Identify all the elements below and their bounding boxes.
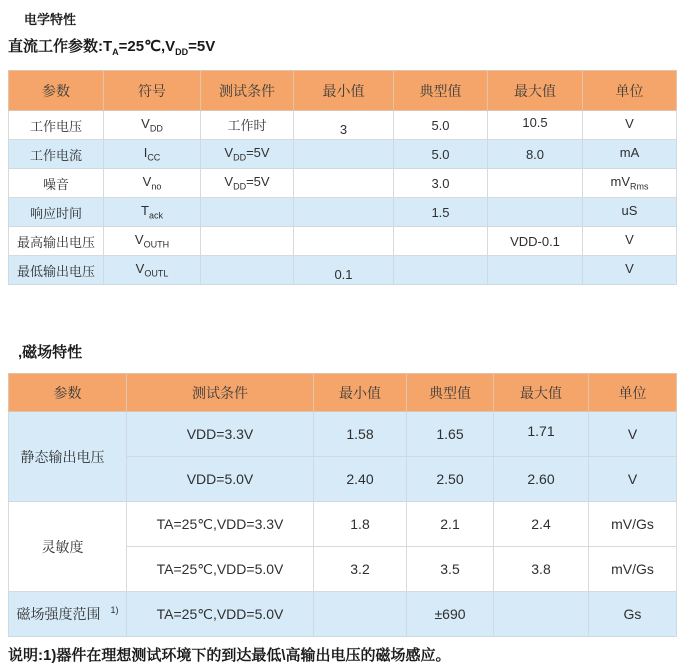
min-cell: 2.40 [314, 457, 407, 502]
param-cell: 响应时间 [9, 198, 104, 227]
subtitle-text: 直流工作参数:T [8, 38, 113, 55]
condition-cell: TA=25℃,VDD=5.0V [127, 592, 314, 637]
symbol-cell: $V_{OUTH}$ [104, 227, 201, 256]
condition-cell [201, 198, 294, 227]
footnote-ref: 1) [110, 605, 119, 616]
condition-cell: $V_{DD}=5V$ [201, 169, 294, 198]
max-cell: 10.5 [488, 111, 583, 140]
dc-operating-params-subtitle [8, 35, 215, 57]
param-cell: 噪音 [9, 169, 104, 198]
min-cell: 1.8 [314, 502, 407, 547]
t1-header-min: 最小值 [294, 71, 394, 111]
t1-header-max: 最大值 [488, 71, 583, 111]
unit-cell: V [583, 111, 677, 140]
t2-header-condition: 测试条件 [127, 374, 314, 412]
t1-row-noise [9, 169, 677, 198]
min-cell: 0.1 [294, 256, 394, 285]
t1-header-typ: 典型值 [394, 71, 488, 111]
max-cell [488, 198, 583, 227]
section-title-electrical: 电学特性 [24, 12, 77, 27]
unit-cell: uS [583, 198, 677, 227]
t2-header-min: 最小值 [314, 374, 407, 412]
typ-cell [394, 227, 488, 256]
subtitle-text: =5V [188, 38, 216, 55]
typ-cell: 5.0 [394, 111, 488, 140]
t1-header-unit: 单位 [583, 71, 677, 111]
t2-header-row [9, 374, 677, 412]
typ-cell: 5.0 [394, 140, 488, 169]
t1-row-operating-current [9, 140, 677, 169]
param-cell: 灵敏度 [9, 502, 127, 592]
condition-cell: VDD=5.0V [127, 457, 314, 502]
magnetic-characteristics-table [8, 373, 677, 637]
max-cell: 1.71 [494, 412, 589, 457]
unit-cell: Gs [589, 592, 677, 637]
unit-cell: V [589, 457, 677, 502]
t2-header-unit: 单位 [589, 374, 677, 412]
t1-row-max-output-voltage [9, 227, 677, 256]
condition-cell: TA=25℃,VDD=5.0V [127, 547, 314, 592]
typ-cell: 3.0 [394, 169, 488, 198]
electrical-characteristics-table [8, 70, 677, 285]
symbol-cell: $T_{ack}$ [104, 198, 201, 227]
min-cell: 3 [294, 111, 394, 140]
typ-cell: ±690 [407, 592, 494, 637]
unit-cell: mV/Gs [589, 502, 677, 547]
symbol-cell: $V_{no}$ [104, 169, 201, 198]
unit-cell: V [583, 227, 677, 256]
footnote: 说明:1)器件在理想测试环境下的到达最低\高输出电压的磁场感应。 [8, 647, 451, 664]
max-cell: VDD-0.1 [488, 227, 583, 256]
t1-row-response-time [9, 198, 677, 227]
max-cell [488, 169, 583, 198]
typ-cell: 2.1 [407, 502, 494, 547]
param-cell: 工作电压 [9, 111, 104, 140]
typ-cell: 3.5 [407, 547, 494, 592]
t1-header-symbol: 符号 [104, 71, 201, 111]
unit-cell: V [583, 256, 677, 285]
condition-cell: $V_{DD}=5V$ [201, 140, 294, 169]
unit-cell: $mV_{Rms}$ [583, 169, 677, 198]
t1-header-param: 参数 [9, 71, 104, 111]
max-cell [488, 256, 583, 285]
typ-cell: 1.5 [394, 198, 488, 227]
section-title-magnetic: ,磁场特性 [18, 344, 83, 361]
min-cell [314, 592, 407, 637]
param-cell: 工作电流 [9, 140, 104, 169]
t2-header-max: 最大值 [494, 374, 589, 412]
max-cell: 2.4 [494, 502, 589, 547]
min-cell: 1.58 [314, 412, 407, 457]
t2-header-param: 参数 [9, 374, 127, 412]
min-cell [294, 227, 394, 256]
subtitle-sub-dd: DD [175, 47, 189, 57]
t2-row-field-range [9, 592, 677, 637]
subtitle-sub-a: A [112, 47, 119, 57]
subtitle-text: =25℃,V [118, 38, 176, 55]
condition-cell: TA=25℃,VDD=3.3V [127, 502, 314, 547]
t2-row-sensitivity-33 [9, 502, 677, 547]
unit-cell: mV/Gs [589, 547, 677, 592]
min-cell [294, 198, 394, 227]
unit-cell: mA [583, 140, 677, 169]
param-cell: 静态输出电压 [9, 412, 127, 502]
t1-header-condition: 测试条件 [201, 71, 294, 111]
t2-header-typ: 典型值 [407, 374, 494, 412]
min-cell: 3.2 [314, 547, 407, 592]
max-cell: 2.60 [494, 457, 589, 502]
min-cell [294, 169, 394, 198]
symbol-cell: $V_{DD}$ [104, 111, 201, 140]
param-cell: 磁场强度范围 $^{1)}$ [9, 592, 127, 637]
condition-cell: 工作时 [201, 111, 294, 140]
t2-row-static-output-33 [9, 412, 677, 457]
t1-row-min-output-voltage [9, 256, 677, 285]
t1-header-row [9, 71, 677, 111]
max-cell: 3.8 [494, 547, 589, 592]
condition-cell: VDD=3.3V [127, 412, 314, 457]
condition-cell [201, 256, 294, 285]
param-cell: 最低输出电压 [9, 256, 104, 285]
typ-cell: 1.65 [407, 412, 494, 457]
min-cell [294, 140, 394, 169]
condition-cell [201, 227, 294, 256]
symbol-cell: $I_{CC}$ [104, 140, 201, 169]
typ-cell: 2.50 [407, 457, 494, 502]
max-cell: 8.0 [488, 140, 583, 169]
t1-row-operating-voltage [9, 111, 677, 140]
param-cell: 最高输出电压 [9, 227, 104, 256]
typ-cell [394, 256, 488, 285]
symbol-cell: $V_{OUTL}$ [104, 256, 201, 285]
unit-cell: V [589, 412, 677, 457]
max-cell [494, 592, 589, 637]
